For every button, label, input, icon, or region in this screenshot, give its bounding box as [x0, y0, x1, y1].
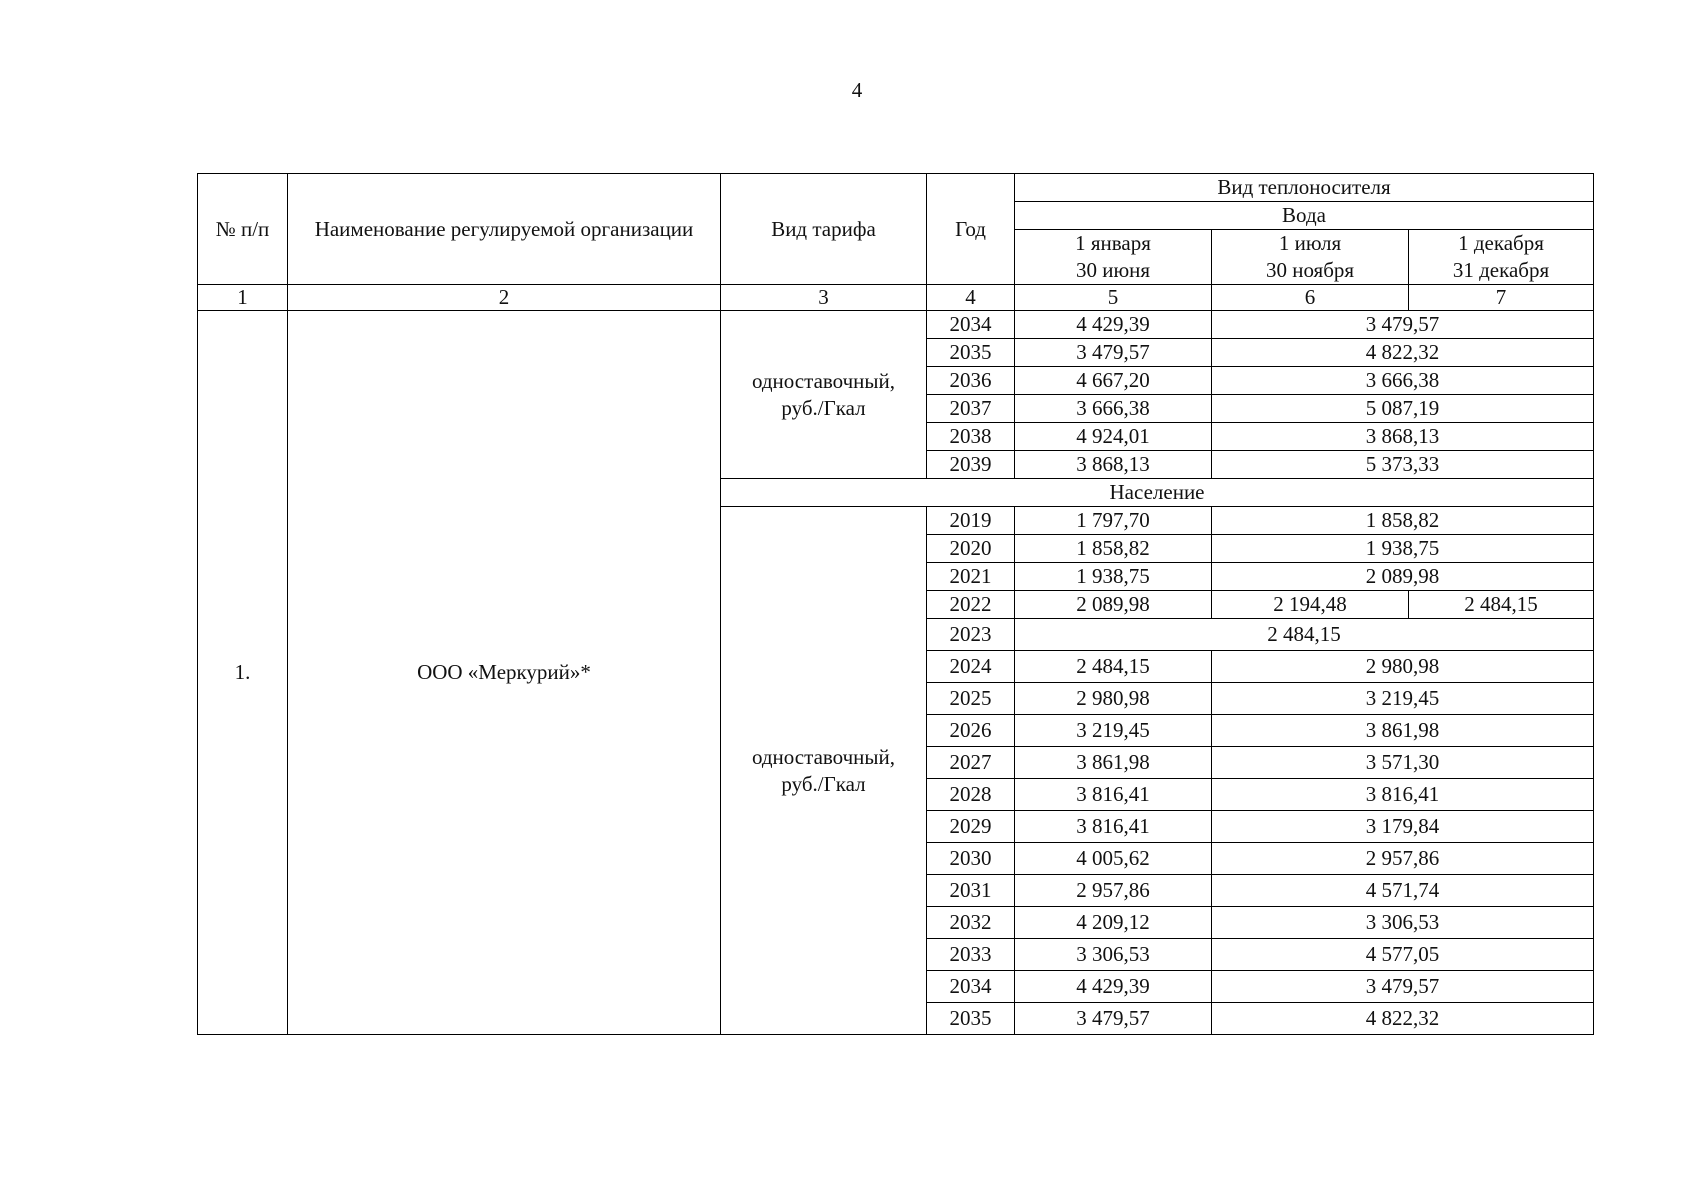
tariff-type — [721, 311, 927, 479]
year-cell: 2031 — [927, 875, 1015, 907]
tariff-type — [721, 507, 927, 1035]
year-cell: 2025 — [927, 683, 1015, 715]
year-cell: 2030 — [927, 843, 1015, 875]
tariff-h1-cell: 4 209,12 — [1015, 907, 1212, 939]
year-cell: 2019 — [927, 507, 1015, 535]
tariff-h1-cell: 1 797,70 — [1015, 507, 1212, 535]
tariff-h1-cell: 3 666,38 — [1015, 395, 1212, 423]
tariff-h2-cell: 5 373,33 — [1212, 451, 1594, 479]
tariff-h2-cell: 3 219,45 — [1212, 683, 1594, 715]
tariff-h2-cell: 1 938,75 — [1212, 535, 1594, 563]
tariff-h1-cell: 3 479,57 — [1015, 339, 1212, 367]
year-cell: 2032 — [927, 907, 1015, 939]
year-cell: 2034 — [927, 971, 1015, 1003]
year-cell: 2023 — [927, 619, 1015, 651]
tariff-h1-cell: 2 957,86 — [1015, 875, 1212, 907]
tariff-h2-cell: 2 980,98 — [1212, 651, 1594, 683]
tariff-h2-cell: 5 087,19 — [1212, 395, 1594, 423]
year-cell: 2028 — [927, 779, 1015, 811]
tariff-table — [197, 173, 1594, 1035]
col-number-5: 5 — [1015, 285, 1212, 311]
page-number: 4 — [851, 78, 863, 102]
tariff-h1-cell: 4 005,62 — [1015, 843, 1212, 875]
tariff-h2-cell: 4 571,74 — [1212, 875, 1594, 907]
tariff-h2-cell: 1 858,82 — [1212, 507, 1594, 535]
period-1-start: 1 января — [1075, 231, 1151, 255]
col-header-number: № п/п — [198, 174, 288, 285]
col-header-heat-carrier: Вид теплоносителя — [1015, 174, 1594, 202]
population-label: Население — [721, 479, 1594, 507]
col-header-period-2 — [1212, 230, 1409, 285]
tariff-h1-cell: 2 484,15 — [1015, 651, 1212, 683]
tariff-h2-cell: 3 479,57 — [1212, 971, 1594, 1003]
year-cell: 2035 — [927, 339, 1015, 367]
period-1-end: 30 июня — [1075, 258, 1151, 282]
tariff-p3-cell: 2 484,15 — [1409, 591, 1594, 619]
year-cell: 2034 — [927, 311, 1015, 339]
col-header-organization: Наименование регулируемой организации — [288, 174, 721, 285]
year-cell: 2021 — [927, 563, 1015, 591]
col-number-3: 3 — [721, 285, 927, 311]
tariff-h2-cell: 3 666,38 — [1212, 367, 1594, 395]
period-3-start: 1 декабря — [1458, 231, 1544, 255]
col-header-tariff-type: Вид тарифа — [721, 174, 927, 285]
tariff-h2-cell: 3 179,84 — [1212, 811, 1594, 843]
tariff-h2-cell: 2 089,98 — [1212, 563, 1594, 591]
row-number: 1. — [198, 311, 288, 1035]
tariff-h1-cell: 4 429,39 — [1015, 311, 1212, 339]
table-row — [198, 311, 1594, 339]
tariff-type-line-1: одноставочный, — [751, 368, 896, 393]
year-cell: 2036 — [927, 367, 1015, 395]
tariff-h1-cell: 3 861,98 — [1015, 747, 1212, 779]
tariff-h1-cell: 3 219,45 — [1015, 715, 1212, 747]
tariff-h2-cell: 3 868,13 — [1212, 423, 1594, 451]
year-cell: 2037 — [927, 395, 1015, 423]
tariff-h1-cell: 3 868,13 — [1015, 451, 1212, 479]
year-cell: 2029 — [927, 811, 1015, 843]
tariff-h1-cell: 3 816,41 — [1015, 811, 1212, 843]
year-cell: 2027 — [927, 747, 1015, 779]
col-header-water: Вода — [1015, 202, 1594, 230]
tariff-h1-cell: 4 667,20 — [1015, 367, 1212, 395]
col-number-6: 6 — [1212, 285, 1409, 311]
tariff-h1-cell: 4 429,39 — [1015, 971, 1212, 1003]
tariff-h2-cell: 3 571,30 — [1212, 747, 1594, 779]
tariff-h2-cell: 3 306,53 — [1212, 907, 1594, 939]
year-cell: 2024 — [927, 651, 1015, 683]
tariff-h2-cell: 3 861,98 — [1212, 715, 1594, 747]
tariff-all-cell: 2 484,15 — [1015, 619, 1594, 651]
tariff-h1-cell: 1 938,75 — [1015, 563, 1212, 591]
tariff-h1-cell: 1 858,82 — [1015, 535, 1212, 563]
year-cell: 2033 — [927, 939, 1015, 971]
year-cell: 2022 — [927, 591, 1015, 619]
tariff-p1-cell: 2 089,98 — [1015, 591, 1212, 619]
period-2-start: 1 июля — [1278, 231, 1342, 255]
tariff-h2-cell: 3 816,41 — [1212, 779, 1594, 811]
period-3-end: 31 декабря — [1452, 258, 1550, 282]
tariff-type-line-2: руб./Гкал — [781, 771, 866, 796]
col-number-7: 7 — [1409, 285, 1594, 311]
year-cell: 2020 — [927, 535, 1015, 563]
tariff-h1-cell: 3 816,41 — [1015, 779, 1212, 811]
year-cell: 2039 — [927, 451, 1015, 479]
col-header-period-3 — [1409, 230, 1594, 285]
organization-name: ООО «Меркурий»* — [288, 311, 721, 1035]
col-number-2: 2 — [288, 285, 721, 311]
tariff-h2-cell: 3 479,57 — [1212, 311, 1594, 339]
col-header-period-1 — [1015, 230, 1212, 285]
tariff-h1-cell: 3 306,53 — [1015, 939, 1212, 971]
tariff-p2-cell: 2 194,48 — [1212, 591, 1409, 619]
tariff-h2-cell: 2 957,86 — [1212, 843, 1594, 875]
col-number-1: 1 — [198, 285, 288, 311]
tariff-h2-cell: 4 577,05 — [1212, 939, 1594, 971]
year-cell: 2026 — [927, 715, 1015, 747]
tariff-type-line-1: одноставочный, — [751, 744, 896, 769]
col-header-year: Год — [927, 174, 1015, 285]
tariff-h2-cell: 4 822,32 — [1212, 1003, 1594, 1035]
year-cell: 2038 — [927, 423, 1015, 451]
col-number-4: 4 — [927, 285, 1015, 311]
tariff-h1-cell: 3 479,57 — [1015, 1003, 1212, 1035]
tariff-h1-cell: 2 980,98 — [1015, 683, 1212, 715]
tariff-h1-cell: 4 924,01 — [1015, 423, 1212, 451]
period-2-end: 30 ноября — [1265, 258, 1355, 282]
year-cell: 2035 — [927, 1003, 1015, 1035]
tariff-type-line-2: руб./Гкал — [781, 395, 866, 420]
tariff-h2-cell: 4 822,32 — [1212, 339, 1594, 367]
